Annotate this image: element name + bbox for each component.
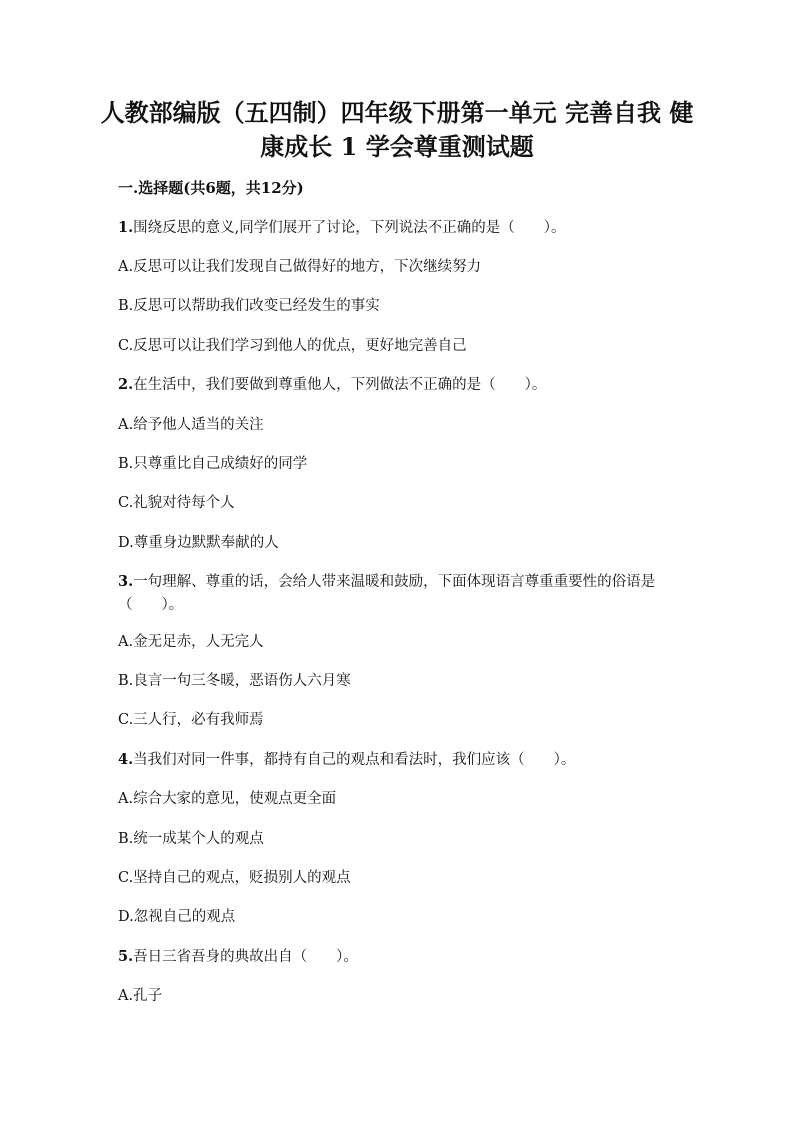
question-stem: 当我们对同一件事，都持有自己的观点和看法时，我们应该（ ）。 [133,752,576,768]
question-number: 3. [118,573,134,590]
option-2a: A.给予他人适当的关注 [118,417,264,433]
section-heading: 一.选择题(共6题，共12分) [118,179,304,197]
question-5 [118,947,678,967]
option-4c: C.坚持自己的观点，贬损别人的观点 [118,870,351,886]
option-1a: A.反思可以让我们发现自己做得好的地方，下次继续努力 [118,259,482,275]
option-4d: D.忽视自己的观点 [118,909,236,925]
question-stem: 在生活中，我们要做到尊重他人，下列做法不正确的是（ ）。 [133,377,547,393]
question-4 [118,750,678,770]
question-number: 5. [118,948,134,965]
question-stem: 一句理解、尊重的话，会给人带来温暖和鼓励，下面体现语言尊重重要性的俗语是（ ）。 [118,574,656,613]
option-4a: A.综合大家的意见，使观点更全面 [118,791,337,807]
option-2c: C.礼貌对待每个人 [118,495,235,511]
option-2d: D.尊重身边默默奉献的人 [118,535,279,551]
option-5a: A.孔子 [118,988,163,1004]
question-number: 1. [118,219,134,236]
question-stem: 围绕反思的意义,同学们展开了讨论，下列说法不正确的是（ ）。 [133,220,566,236]
option-4b: B.统一成某个人的观点 [118,831,264,847]
option-2b: B.只尊重比自己成绩好的同学 [118,456,308,472]
option-3c: C.三人行，必有我师焉 [118,712,264,728]
question-number: 4. [118,751,134,768]
option-3a: A.金无足赤，人无完人 [118,634,264,650]
page-title: 人教部编版（五四制）四年级下册第一单元 完善自我 健康成长 1 学会尊重测试题 [100,98,694,161]
option-1c: C.反思可以让我们学习到他人的优点，更好地完善自己 [118,338,467,354]
question-stem: 吾日三省吾身的典故出自（ ）。 [133,949,358,965]
option-1b: B.反思可以帮助我们改变已经发生的事实 [118,298,380,314]
question-3 [118,570,670,617]
question-number: 2. [118,376,134,393]
option-3b: B.良言一句三冬暖，恶语伤人六月寒 [118,673,351,689]
question-1 [118,218,678,238]
question-2 [118,375,678,395]
